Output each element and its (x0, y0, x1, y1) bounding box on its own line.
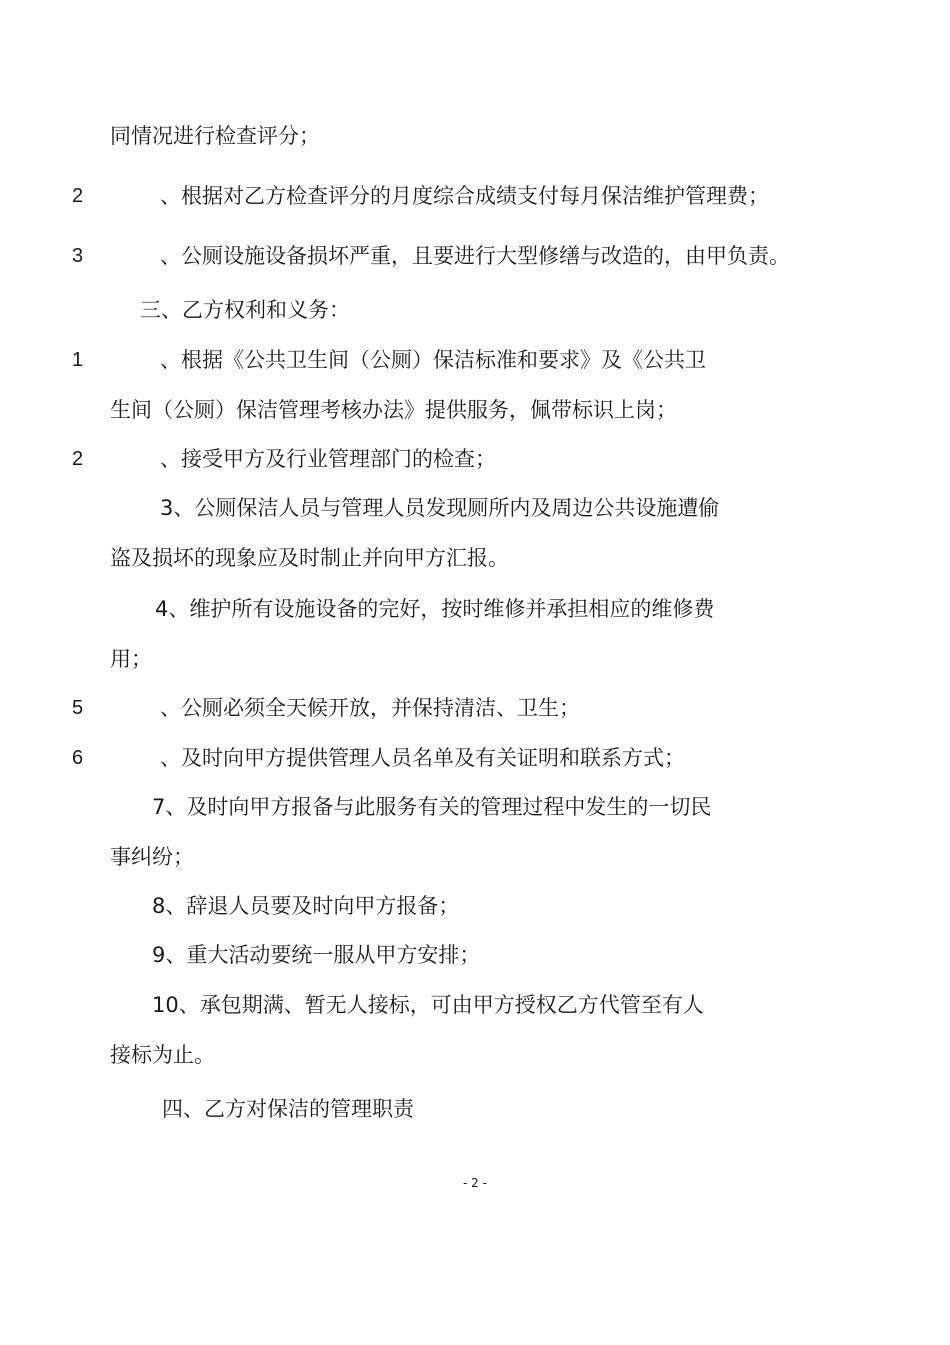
section-heading: 三、乙方权利和义务： (140, 298, 350, 322)
line-text: 、公厕设施设备损坏严重，且要进行大型修缮与改造的，由甲负责。 (160, 244, 790, 268)
section-heading: 四、乙方对保洁的管理职责 (162, 1097, 414, 1121)
line-text: 接标为止。 (110, 1043, 215, 1067)
line-text: 4、维护所有设施设备的完好，按时维修并承担相应的维修费 (155, 597, 715, 621)
line-text: 用； (110, 647, 152, 671)
item-number: 2 (72, 185, 84, 207)
line-text: 盗及损坏的现象应及时制止并向甲方汇报。 (110, 546, 509, 570)
page-number: - 2 - (463, 1176, 487, 1190)
line-text: 生间（公厕）保洁管理考核办法》提供服务，佩带标识上岗； (110, 398, 677, 422)
line-text: 同情况进行检查评分； (110, 124, 320, 148)
line-text: 7、及时向甲方报备与此服务有关的管理过程中发生的一切民 (152, 795, 712, 819)
line-text: 、根据《公共卫生间（公厕）保洁标准和要求》及《公共卫 (160, 348, 706, 372)
item-number: 2 (72, 448, 84, 470)
line-text: 、根据对乙方检查评分的月度综合成绩支付每月保洁维护管理费； (160, 184, 769, 208)
line-text: 、公厕必须全天候开放，并保持清洁、卫生； (160, 696, 580, 720)
item-number: 6 (72, 747, 84, 769)
line-text: 8、辞退人员要及时向甲方报备； (152, 894, 460, 918)
line-text: 3、公厕保洁人员与管理人员发现厕所内及周边公共设施遭偷 (160, 496, 720, 520)
line-text: 10、承包期满、暂无人接标，可由甲方授权乙方代管至有人 (152, 993, 704, 1017)
line-text: 、及时向甲方提供管理人员名单及有关证明和联系方式； (160, 746, 685, 770)
line-text: 事纠纷； (110, 845, 194, 869)
line-text: 、接受甲方及行业管理部门的检查； (160, 447, 496, 471)
item-number: 1 (72, 349, 84, 371)
item-number: 3 (72, 245, 84, 267)
item-number: 5 (72, 697, 84, 719)
line-text: 9、重大活动要统一服从甲方安排； (152, 943, 481, 967)
